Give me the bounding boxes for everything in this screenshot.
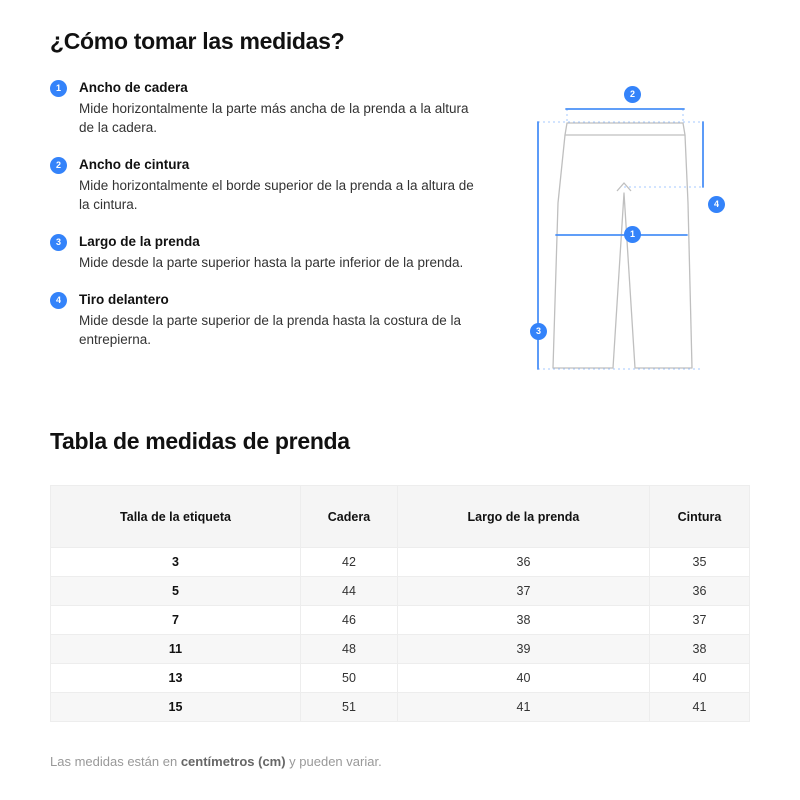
cell-hip: 50 (301, 664, 398, 693)
cell-hip: 44 (301, 577, 398, 606)
step-title-hip: Ancho de cadera (79, 80, 188, 95)
cell-length: 41 (397, 693, 649, 722)
diagram-badge-waist: 2 (624, 86, 641, 103)
measurements-table (50, 485, 750, 722)
step-desc-rise: Mide desde la parte superior de la prenda hasta la costura de la entrepierna. (79, 313, 461, 347)
pants-measurement-diagram (520, 83, 750, 388)
how-to-measure-title: ¿Cómo tomar las medidas? (50, 28, 345, 54)
column-header-hip: Cadera (301, 486, 398, 548)
measurement-step-length (50, 233, 508, 272)
table-row (51, 606, 750, 635)
table-body (51, 548, 750, 722)
footnote-prefix: Las medidas están en (50, 754, 181, 769)
cell-length: 40 (397, 664, 649, 693)
cell-length: 37 (397, 577, 649, 606)
pants-outline-icon (553, 123, 692, 368)
cell-hip: 42 (301, 548, 398, 577)
measurement-step-rise (50, 291, 508, 349)
cell-size: 15 (51, 693, 301, 722)
column-header-size: Talla de la etiqueta (51, 486, 301, 548)
cell-size: 13 (51, 664, 301, 693)
cell-size: 7 (51, 606, 301, 635)
cell-waist: 40 (650, 664, 750, 693)
table-head (51, 486, 750, 548)
cell-hip: 51 (301, 693, 398, 722)
cell-size: 3 (51, 548, 301, 577)
step-badge-3: 3 (50, 234, 67, 251)
cell-waist: 37 (650, 606, 750, 635)
step-title-waist: Ancho de cintura (79, 157, 190, 172)
column-header-waist: Cintura (650, 486, 750, 548)
measurement-step-waist (50, 156, 508, 214)
units-footnote (50, 754, 750, 769)
cell-waist: 41 (650, 693, 750, 722)
table-header-row (51, 486, 750, 548)
table-row (51, 664, 750, 693)
measurement-step-hip (50, 79, 508, 137)
measurements-table-title: Tabla de medidas de prenda (50, 428, 350, 454)
measurement-steps-list (50, 79, 508, 349)
cell-length: 39 (397, 635, 649, 664)
footnote-unit: centímetros (cm) (180, 754, 286, 769)
diagram-badge-rise: 4 (708, 196, 725, 213)
step-badge-1: 1 (50, 80, 67, 97)
table-row (51, 577, 750, 606)
step-title-length: Largo de la prenda (79, 234, 200, 249)
cell-hip: 48 (301, 635, 398, 664)
column-header-length: Largo de la prenda (397, 486, 649, 548)
table-row (51, 548, 750, 577)
cell-waist: 35 (650, 548, 750, 577)
cell-waist: 38 (650, 635, 750, 664)
table-row (51, 693, 750, 722)
cell-waist: 36 (650, 577, 750, 606)
step-desc-length: Mide desde la parte superior hasta la parte inferior de la prenda. (79, 255, 464, 270)
diagram-badge-hip: 1 (624, 226, 641, 243)
step-desc-hip: Mide horizontalmente la parte más ancha de la prenda a la altura de la cadera. (79, 101, 469, 135)
step-title-rise: Tiro delantero (79, 292, 169, 307)
cell-length: 36 (397, 548, 649, 577)
step-badge-2: 2 (50, 157, 67, 174)
diagram-badge-length: 3 (530, 323, 547, 340)
footnote-suffix: y pueden variar. (285, 754, 382, 769)
how-to-measure-section (50, 79, 750, 388)
cell-size: 11 (51, 635, 301, 664)
step-badge-4: 4 (50, 292, 67, 309)
step-desc-waist: Mide horizontalmente el borde superior de la prenda a la altura de la cintura. (79, 178, 474, 212)
cell-size: 5 (51, 577, 301, 606)
cell-length: 38 (397, 606, 649, 635)
cell-hip: 46 (301, 606, 398, 635)
table-row (51, 635, 750, 664)
